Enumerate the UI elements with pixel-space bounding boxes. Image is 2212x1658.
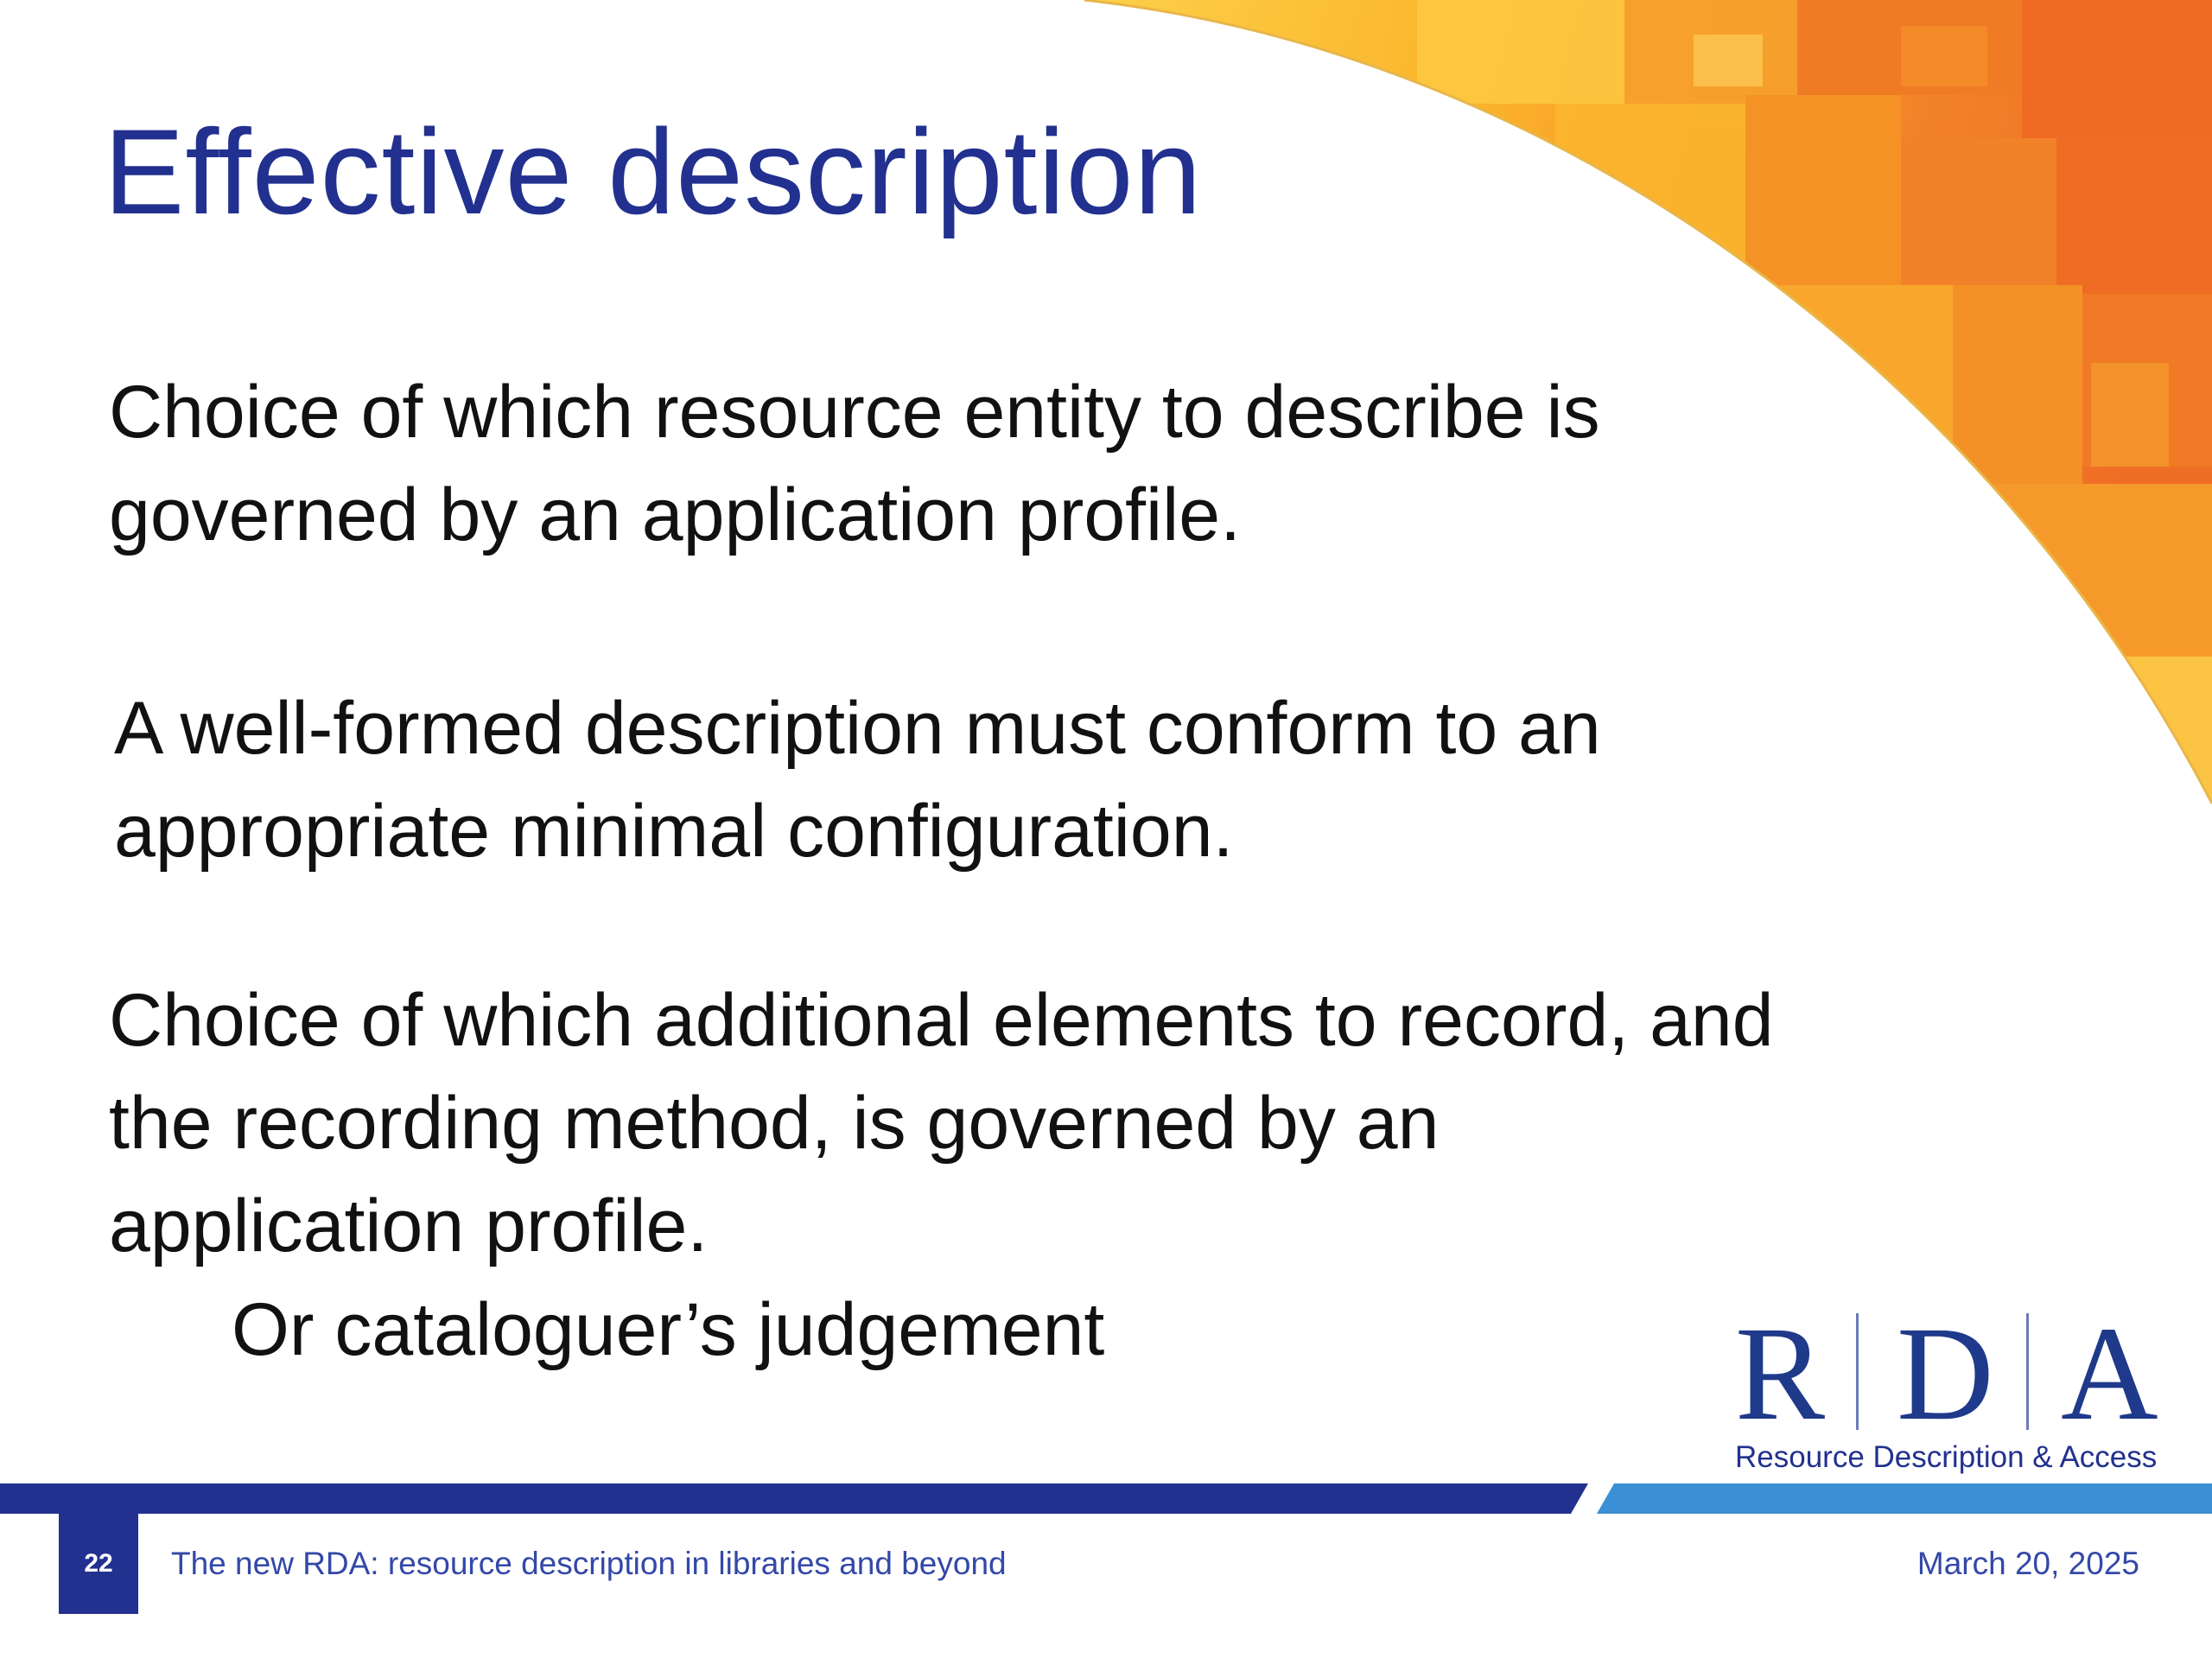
- rda-logo-separator: [1856, 1313, 1859, 1430]
- page-number: 22: [59, 1514, 138, 1614]
- rda-logo-letter-a: A: [2061, 1299, 2158, 1448]
- rda-logo-separator: [2026, 1313, 2029, 1430]
- paragraph-additional-elements: Choice of which additional elements to record, and the recording method, is governed by an application profile.: [109, 979, 1774, 1267]
- footer-band-dark: [0, 1483, 1588, 1514]
- rda-logo-tagline: Resource Description & Access: [1735, 1440, 2158, 1474]
- slide-title: Effective description: [104, 104, 1203, 239]
- paragraph-minimal-configuration: A well-formed description must conform to an appropriate minimal configuration.: [114, 687, 1601, 873]
- rda-logo-letter-d: D: [1897, 1299, 1994, 1448]
- paragraph-entity-choice: Choice of which resource entity to describe is governed by an application profile.: [109, 371, 1600, 556]
- rda-logo-letter-r: R: [1735, 1299, 1826, 1448]
- rda-logo-letters: [1728, 1299, 2177, 1448]
- footer-presentation-title: The new RDA: resource description in libraries and beyond: [171, 1546, 1007, 1581]
- sub-point-cataloguer-judgement: Or cataloguer’s judgement: [232, 1288, 1105, 1371]
- footer-date: March 20, 2025: [1916, 1546, 2139, 1581]
- rda-logo: [1728, 1299, 2177, 1474]
- footer-band-light: [1597, 1483, 2212, 1514]
